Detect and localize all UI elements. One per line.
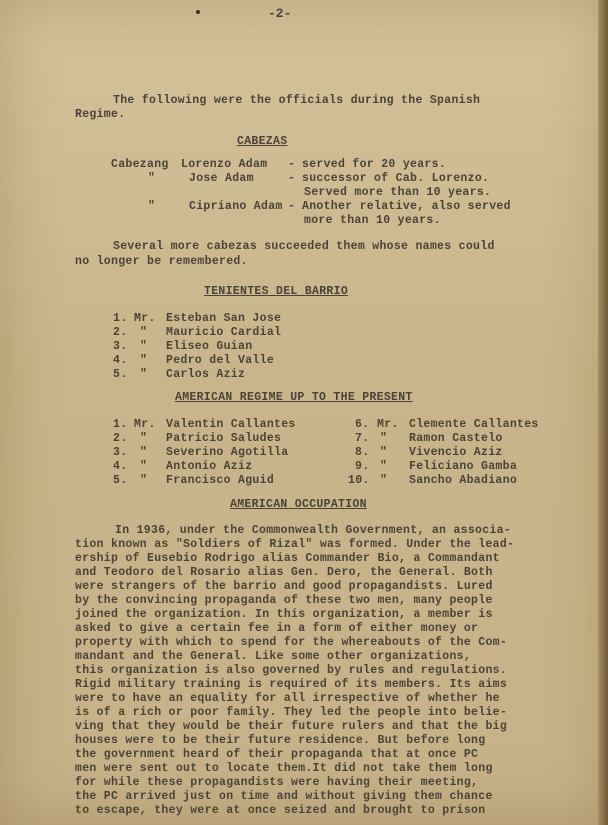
cabeza-desc: successor of Cab. Lorenzo. xyxy=(302,172,490,185)
official-name: Valentin Callantes xyxy=(166,418,296,431)
american-regime-heading: AMERICAN REGIME UP TO THE PRESENT xyxy=(175,391,413,404)
teniente-title: " xyxy=(140,354,148,367)
occupation-line: for while these propagandists were having their meeting, xyxy=(75,776,479,789)
occupation-line: were strangers of the barrio and good propagandists. Lured xyxy=(75,580,493,593)
official-num: 2. xyxy=(113,432,128,445)
cabeza-dash: - xyxy=(288,158,296,171)
cabeza-desc: more than 10 years. xyxy=(304,214,441,227)
occupation-line: mandant and the General. Like some other organizations, xyxy=(75,650,472,663)
official-num: 9. xyxy=(355,460,370,473)
teniente-name: Esteban San Jose xyxy=(166,312,282,325)
page-number: -2- xyxy=(268,6,292,21)
official-title: " xyxy=(140,432,148,445)
teniente-title: Mr. xyxy=(134,312,156,325)
occupation-line: the government heard of their propaganda that at once PC xyxy=(75,748,479,761)
cabezas-note-line: Several more cabezas succeeded them whose names could xyxy=(113,240,495,253)
occupation-line: asked to give a certain fee in a form of either money or xyxy=(75,622,479,635)
cabeza-name: Cipriano Adam xyxy=(189,200,283,213)
cabeza-dash: - xyxy=(288,172,296,185)
official-name: Feliciano Gamba xyxy=(409,460,518,473)
official-title: " xyxy=(380,432,388,445)
occupation-line: ership of Eusebio Rodrigo alias Commander Bio, a Commandant xyxy=(75,552,500,565)
official-title: " xyxy=(140,474,148,487)
cabeza-mark: " xyxy=(148,200,156,213)
official-num: 8. xyxy=(355,446,370,459)
cabeza-dash: - xyxy=(288,200,296,213)
official-name: Vivencio Aziz xyxy=(409,446,503,459)
official-num: 3. xyxy=(113,446,128,459)
teniente-name: Eliseo Guian xyxy=(166,340,253,353)
occupation-line: to escape, they were at once seized and brought to prison xyxy=(75,804,486,817)
official-title: " xyxy=(380,474,388,487)
cabeza-mark: Cabezang xyxy=(111,158,169,171)
occupation-line: is of a rich or poor family. They led the people into belie- xyxy=(75,706,508,719)
teniente-num: 2. xyxy=(113,326,128,339)
american-occupation-heading: AMERICAN OCCUPATION xyxy=(230,498,367,511)
official-num: 5. xyxy=(113,474,128,487)
official-title: Mr. xyxy=(377,418,399,431)
occupation-line: ving that they would be their future rulers and that the big xyxy=(75,720,508,733)
punch-mark xyxy=(196,10,200,14)
teniente-num: 1. xyxy=(113,312,128,325)
occupation-line: the PC arrived just on time and without giving them chance xyxy=(75,790,493,803)
teniente-num: 3. xyxy=(113,340,128,353)
teniente-title: " xyxy=(140,340,148,353)
official-title: " xyxy=(140,460,148,473)
official-num: 10. xyxy=(348,474,370,487)
occupation-line: men were sent out to locate them.It did not take them long xyxy=(75,762,493,775)
occupation-line: by the convincing propaganda of these two men, many people xyxy=(75,594,493,607)
cabeza-desc: Another relative, also served xyxy=(302,200,511,213)
occupation-line: property with which to spend for the whereabouts of the Com- xyxy=(75,636,508,649)
official-name: Clemente Callantes xyxy=(409,418,539,431)
occupation-line: tion known as "Soldiers of Rizal" was formed. Under the lead- xyxy=(75,538,515,551)
tenientes-heading: TENIENTES DEL BARRIO xyxy=(204,285,349,298)
official-name: Antonio Aziz xyxy=(166,460,253,473)
teniente-name: Carlos Aziz xyxy=(166,368,246,381)
official-name: Patricio Saludes xyxy=(166,432,282,445)
official-name: Ramon Castelo xyxy=(409,432,503,445)
official-num: 4. xyxy=(113,460,128,473)
official-name: Francisco Aguid xyxy=(166,474,275,487)
occupation-line: were to have an equality for all irrespective of whether he xyxy=(75,692,500,705)
official-name: Sancho Abadiano xyxy=(409,474,518,487)
occupation-line: joined the organization. In this organization, a member is xyxy=(75,608,493,621)
cabeza-name: Jose Adam xyxy=(189,172,254,185)
teniente-title: " xyxy=(140,368,148,381)
teniente-title: " xyxy=(140,326,148,339)
page-binding-edge xyxy=(598,0,608,825)
cabezas-note-line: no longer be remembered. xyxy=(75,255,248,268)
intro-line: The following were the officials during the Spanish xyxy=(113,94,481,107)
occupation-line: Rigid military training is required of its members. Its aims xyxy=(75,678,508,691)
official-title: " xyxy=(380,446,388,459)
occupation-line: In 1936, under the Commonwealth Government, an associa- xyxy=(115,524,512,537)
official-title: " xyxy=(140,446,148,459)
official-num: 7. xyxy=(355,432,370,445)
official-num: 6. xyxy=(355,418,370,431)
teniente-num: 4. xyxy=(113,354,128,367)
cabeza-name: Lorenzo Adam xyxy=(181,158,268,171)
official-title: " xyxy=(380,460,388,473)
cabeza-desc: Served more than 10 years. xyxy=(304,186,492,199)
teniente-name: Mauricio Cardial xyxy=(166,326,282,339)
official-name: Severino Agotilla xyxy=(166,446,289,459)
official-title: Mr. xyxy=(134,418,156,431)
cabeza-desc: served for 20 years. xyxy=(302,158,447,171)
teniente-name: Pedro del Valle xyxy=(166,354,275,367)
official-num: 1. xyxy=(113,418,128,431)
occupation-line: and Teodoro del Rosario alias Gen. Dero, the General. Both xyxy=(75,566,493,579)
intro-line: Regime. xyxy=(75,108,126,121)
occupation-line: houses were to be their future residence. But before long xyxy=(75,734,486,747)
cabeza-mark: " xyxy=(148,172,156,185)
occupation-line: this organization is also governed by rules and regulations. xyxy=(75,664,508,677)
cabezas-heading: CABEZAS xyxy=(237,135,288,148)
teniente-num: 5. xyxy=(113,368,128,381)
